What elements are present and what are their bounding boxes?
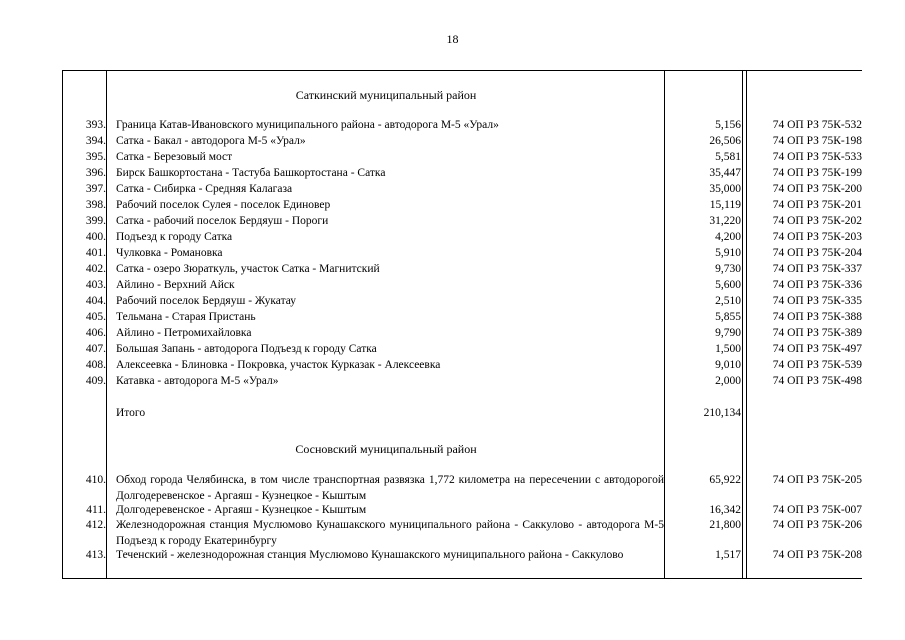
road-length: 2,000 <box>715 375 741 387</box>
road-name: Обход города Челябинска, в том числе транспортная развязка 1,772 километра на пересечении с автодорогой Долгодеревенское - Аргаяш - Кузнецкое - Кыштым <box>116 474 664 502</box>
road-length: 5,600 <box>715 279 741 291</box>
road-code: 74 ОП РЗ 75К-205 <box>772 474 862 486</box>
road-code: 74 ОП РЗ 75К-202 <box>772 215 862 227</box>
road-name: Теченский - железнодорожная станция Муслюмово Кунашакского муниципального района - Саккулово <box>116 549 624 561</box>
road-code: 74 ОП РЗ 75К-389 <box>772 327 862 339</box>
row-number: 413. <box>85 549 106 561</box>
road-name: Чулковка - Романовка <box>116 247 223 259</box>
road-code: 74 ОП РЗ 75К-497 <box>772 343 862 355</box>
row-number: 402. <box>85 263 106 275</box>
road-name: Катавка - автодорога М-5 «Урал» <box>116 375 279 387</box>
road-code: 74 ОП РЗ 75К-388 <box>772 311 862 323</box>
road-length: 16,342 <box>709 504 741 516</box>
road-code: 74 ОП РЗ 75К-007 <box>772 504 862 516</box>
total-value: 210,134 <box>703 407 741 419</box>
road-name: Бирск Башкортостана - Тастуба Башкортостана - Сатка <box>116 167 386 179</box>
road-name: Подъезд к городу Сатка <box>116 231 233 243</box>
road-length: 2,510 <box>715 295 741 307</box>
row-number: 397. <box>85 183 106 195</box>
road-length: 5,581 <box>715 151 741 163</box>
row-number: 398. <box>85 199 106 211</box>
road-length: 26,506 <box>709 135 741 147</box>
road-length: 9,730 <box>715 263 741 275</box>
road-name: Сатка - Сибирка - Средняя Калагаза <box>116 183 293 195</box>
row-number: 404. <box>85 295 106 307</box>
road-name: Большая Запань - автодорога Подъезд к городу Сатка <box>116 343 377 355</box>
row-number: 401. <box>85 247 106 259</box>
row-number: 399. <box>85 215 106 227</box>
road-length: 9,790 <box>715 327 741 339</box>
road-code: 74 ОП РЗ 75К-203 <box>772 231 862 243</box>
road-name: Тельмана - Старая Пристань <box>116 311 256 323</box>
road-code: 74 ОП РЗ 75К-337 <box>772 263 862 275</box>
road-length: 5,156 <box>715 119 741 131</box>
road-length: 35,000 <box>709 183 741 195</box>
road-code: 74 ОП РЗ 75К-335 <box>772 295 862 307</box>
table-row <box>62 473 862 504</box>
road-code: 74 ОП РЗ 75К-498 <box>772 375 862 387</box>
table-row <box>62 548 862 579</box>
road-name: Сатка - озеро Зюраткуль, участок Сатка - Магнитский <box>116 263 380 275</box>
row-number: 396. <box>85 167 106 179</box>
road-name: Алексеевка - Блиновка - Покровка, участок Курказак - Алексеевка <box>116 359 441 371</box>
row-number: 410. <box>85 474 106 486</box>
road-length: 4,200 <box>715 231 741 243</box>
road-name: Айлино - Петромихайловка <box>116 327 252 339</box>
road-name: Сатка - Бакал - автодорога М-5 «Урал» <box>116 135 306 147</box>
road-name: Рабочий поселок Бердяуш - Жукатау <box>116 295 297 307</box>
road-code: 74 ОП РЗ 75К-198 <box>772 135 862 147</box>
row-number: 403. <box>85 279 106 291</box>
row-number: 393. <box>85 119 106 131</box>
row-number: 412. <box>85 519 106 531</box>
road-code: 74 ОП РЗ 75К-204 <box>772 247 862 259</box>
road-name: Рабочий поселок Сулея - поселок Единовер <box>116 199 331 211</box>
road-length: 9,010 <box>715 359 741 371</box>
road-name: Долгодеревенское - Аргаяш - Кузнецкое - Кыштым <box>116 504 367 516</box>
row-number: 394. <box>85 135 106 147</box>
road-name: Айлино - Верхний Айск <box>116 279 235 291</box>
road-name: Граница Катав-Ивановского муниципального района - автодорога М-5 «Урал» <box>116 119 499 131</box>
road-code: 74 ОП РЗ 75К-201 <box>772 199 862 211</box>
road-length: 1,517 <box>715 549 741 561</box>
row-number: 395. <box>85 151 106 163</box>
road-code: 74 ОП РЗ 75К-208 <box>772 549 862 561</box>
road-name: Сатка - рабочий поселок Бердяуш - Пороги <box>116 215 329 227</box>
row-number: 405. <box>85 311 106 323</box>
road-length: 21,800 <box>709 519 741 531</box>
road-name: Железнодорожная станция Муслюмово Кунашакского муниципального района - Саккулово - автодорога М-5 Подъезд к городу Екатеринбургу <box>116 519 664 547</box>
road-code: 74 ОП РЗ 75К-532 <box>772 119 862 131</box>
row-number: 400. <box>85 231 106 243</box>
row-number: 408. <box>85 359 106 371</box>
road-length: 5,910 <box>715 247 741 259</box>
section-title: Саткинский муниципальный район <box>295 88 477 102</box>
road-code: 74 ОП РЗ 75К-199 <box>772 167 862 179</box>
road-code: 74 ОП РЗ 75К-200 <box>772 183 862 195</box>
row-number: 411. <box>86 504 106 516</box>
road-code: 74 ОП РЗ 75К-206 <box>772 519 862 531</box>
road-length: 5,855 <box>715 311 741 323</box>
road-length: 1,500 <box>715 343 741 355</box>
row-number: 406. <box>85 327 106 339</box>
row-number: 409. <box>85 375 106 387</box>
table-row <box>62 518 862 549</box>
road-length: 15,119 <box>709 199 741 211</box>
road-length: 31,220 <box>709 215 741 227</box>
total-label: Итого <box>116 407 146 419</box>
row-number: 407. <box>85 343 106 355</box>
road-name: Сатка - Березовый мост <box>116 151 233 163</box>
page-number: 18 <box>446 32 459 46</box>
road-length: 65,922 <box>709 474 741 486</box>
road-code: 74 ОП РЗ 75К-533 <box>772 151 862 163</box>
road-length: 35,447 <box>709 167 741 179</box>
road-code: 74 ОП РЗ 75К-539 <box>772 359 862 371</box>
section-title: Сосновский муниципальный район <box>295 442 477 456</box>
road-code: 74 ОП РЗ 75К-336 <box>772 279 862 291</box>
